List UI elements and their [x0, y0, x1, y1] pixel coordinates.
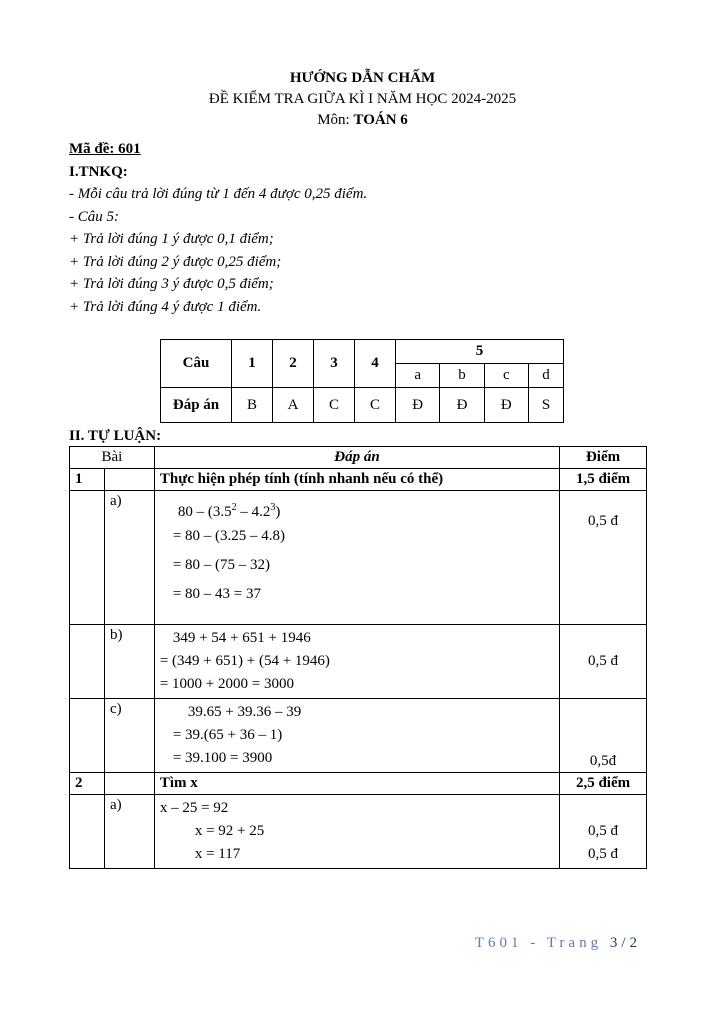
q-number: 2 — [273, 340, 314, 388]
problem-title: Tìm x — [154, 773, 559, 795]
exponent: 2 — [231, 502, 237, 513]
problem-number: 1 — [70, 469, 105, 491]
answer-header: Đáp án — [161, 388, 232, 423]
answer-cell: A — [273, 388, 314, 423]
spacer — [565, 797, 641, 820]
solution-line: = 80 – (75 – 32) — [172, 557, 271, 573]
subject-value: TOÁN 6 — [353, 112, 408, 128]
part-score: 0,5 đ — [588, 846, 619, 862]
table-row — [70, 447, 647, 469]
footer-page: 3/2 — [609, 935, 641, 951]
q-number: 3 — [314, 340, 355, 388]
expr-part: ) — [275, 504, 281, 520]
part-label: a) — [104, 491, 154, 625]
empty-cell — [104, 773, 154, 795]
doc-subtitle: ĐỀ KIỂM TRA GIỮA KÌ I NĂM HỌC 2024-2025 — [208, 91, 517, 107]
q5-part: c — [484, 364, 528, 388]
section-1-block — [69, 138, 367, 318]
rule-line: - Câu 5: — [69, 208, 119, 225]
rule-line: + Trả lời đúng 3 ý được 0,5 điểm; — [69, 276, 274, 292]
table-row — [161, 388, 564, 423]
empty-cell — [70, 625, 105, 699]
q-header: Câu — [161, 340, 232, 388]
col-header-dap-an: Đáp án — [154, 447, 559, 469]
answer-cell: Đ — [396, 388, 440, 423]
empty-cell — [70, 491, 105, 625]
table-row — [70, 795, 647, 869]
answer-cell: Đ — [484, 388, 528, 423]
answer-cell: Đ — [440, 388, 484, 423]
solution-line: = (349 + 651) + (54 + 1946) — [159, 653, 330, 669]
answer-cell: C — [314, 388, 355, 423]
table-row — [161, 340, 564, 364]
answer-key-table — [160, 339, 564, 423]
q-number-5: 5 — [396, 340, 564, 364]
col-header-bai: Bài — [70, 447, 155, 469]
exponent: 3 — [270, 502, 276, 513]
part-score-group — [560, 795, 647, 869]
rule-line: + Trả lời đúng 2 ý được 0,25 điểm; — [69, 253, 282, 270]
rule-line: + Trả lời đúng 4 ý được 1 điểm. — [69, 298, 262, 315]
subject-label: Môn: — [317, 112, 354, 128]
problem-score: 2,5 điểm — [560, 773, 647, 795]
solution-line: = 80 – 43 = 37 — [172, 586, 262, 602]
part-score: 0,5 đ — [588, 823, 619, 839]
answer-cell: B — [232, 388, 273, 423]
solution-cell — [154, 625, 559, 699]
solution-line: x = 92 + 25 — [194, 823, 265, 839]
problem-title: Thực hiện phép tính (tính nhanh nếu có thể) — [154, 469, 559, 491]
answer-cell: S — [528, 388, 563, 423]
problem-score: 1,5 điểm — [560, 469, 647, 491]
solution-line: = 39.(65 + 36 – 1) — [172, 727, 283, 743]
q5-part: b — [440, 364, 484, 388]
solution-line: = 1000 + 2000 = 3000 — [159, 676, 294, 692]
q5-part: d — [528, 364, 563, 388]
col-header-diem: Điểm — [560, 447, 647, 469]
part-label: c) — [104, 699, 154, 773]
part-label: a) — [104, 795, 154, 869]
rule-line: - Mỗi câu trả lời đúng từ 1 đến 4 được 0,25 điểm. — [69, 186, 368, 202]
footer-code: T601 - Trang — [474, 935, 610, 951]
solution-line: = 80 – (3.25 – 4.8) — [172, 528, 286, 544]
solution-line — [160, 493, 554, 522]
problem-number: 2 — [70, 773, 105, 795]
section-2-title: II. TỰ LUẬN: — [69, 428, 162, 444]
solution-cell — [154, 795, 559, 869]
solution-cell — [154, 699, 559, 773]
solution-cell — [154, 491, 559, 625]
empty-cell — [70, 699, 105, 773]
doc-title: HƯỚNG DẪN CHẤM — [289, 70, 436, 86]
exam-code: Mã đề: 601 — [69, 141, 141, 157]
solution-line: = 39.100 = 3900 — [172, 750, 273, 766]
table-row — [70, 491, 647, 625]
document-header — [0, 68, 725, 131]
table-row — [70, 699, 647, 773]
table-row — [70, 625, 647, 699]
section-1-title: I.TNKQ: — [69, 163, 128, 180]
q-number: 4 — [355, 340, 396, 388]
part-score: 0,5đ — [560, 699, 647, 773]
table-row — [70, 469, 647, 491]
expr-part: – 4.2 — [236, 504, 271, 520]
rule-line: + Trả lời đúng 1 ý được 0,1 điểm; — [69, 231, 274, 247]
solution-line: 349 + 54 + 651 + 1946 — [172, 630, 311, 646]
subject-line — [0, 110, 725, 131]
essay-answer-table — [69, 446, 647, 869]
q-number: 1 — [232, 340, 273, 388]
part-label: b) — [104, 625, 154, 699]
answer-cell: C — [355, 388, 396, 423]
q5-part: a — [396, 364, 440, 388]
solution-line: x = 117 — [194, 846, 241, 862]
solution-line: x – 25 = 92 — [159, 800, 229, 816]
empty-cell — [70, 795, 105, 869]
part-score: 0,5 đ — [560, 491, 647, 625]
solution-line: 39.65 + 39.36 – 39 — [187, 704, 302, 720]
table-row — [70, 773, 647, 795]
empty-cell — [104, 469, 154, 491]
page-footer — [475, 935, 641, 952]
expr-part: 80 – (3.5 — [177, 504, 232, 520]
part-score: 0,5 đ — [560, 625, 647, 699]
